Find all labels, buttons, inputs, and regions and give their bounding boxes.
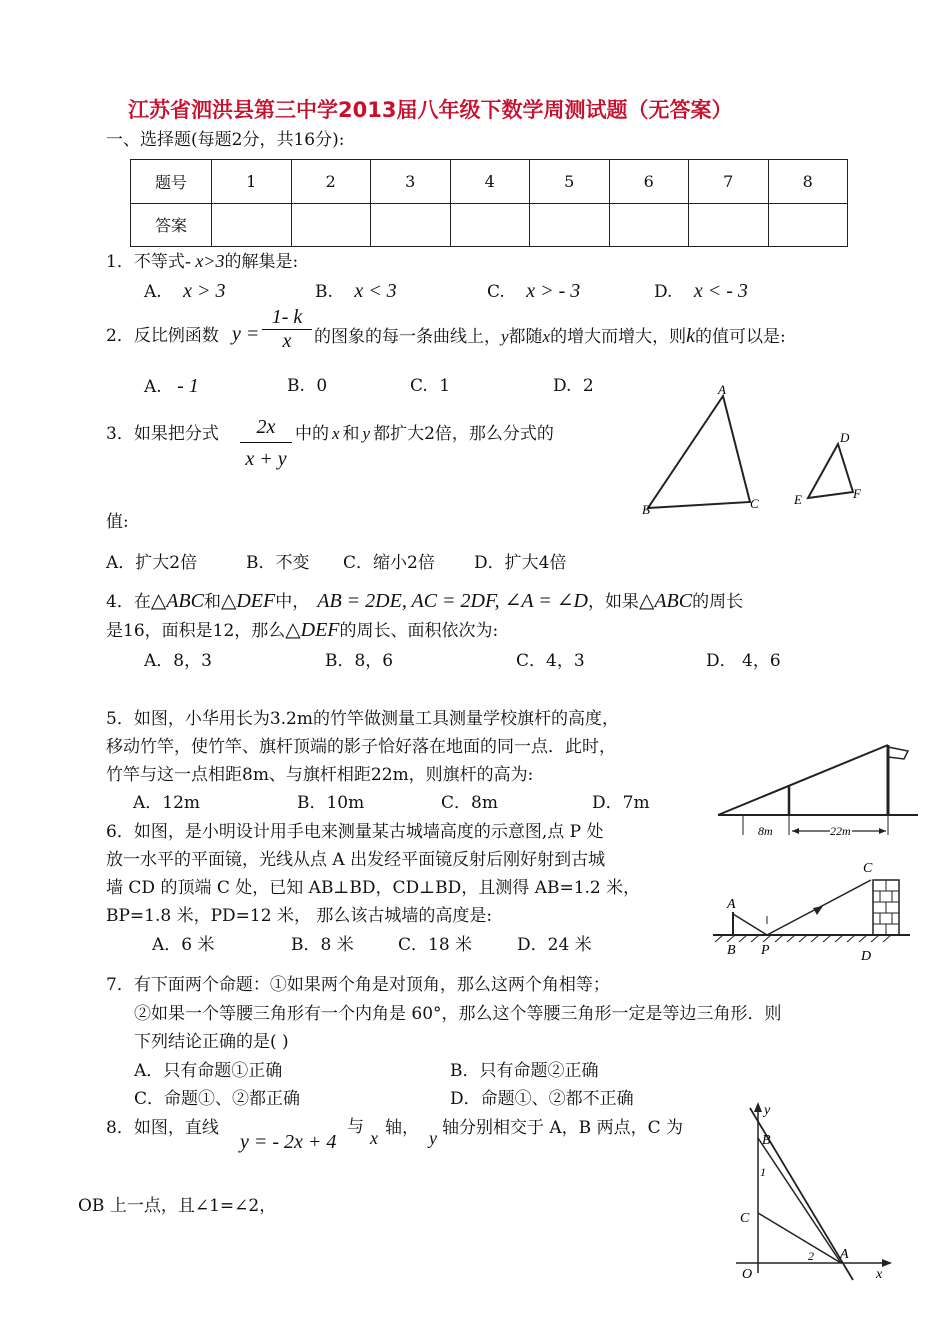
triangles-figure [620, 380, 880, 520]
segment-ba [758, 1138, 841, 1263]
q1-option-c[interactable]: C. x > - 3 [487, 280, 581, 302]
q2-y-eq: y = [232, 323, 260, 345]
q3-option-d[interactable]: D．扩大4倍 [474, 553, 567, 573]
q7-option-a[interactable]: A．只有命题①正确 [134, 1061, 283, 1081]
q2-option-a[interactable]: A. - 1 [144, 375, 199, 397]
q6-line2: 放一水平的平面镜，光线从点 A 出发经平面镜反射后刚好射到古城 [106, 850, 606, 870]
light-ray-in [733, 914, 767, 935]
city-wall-figure [705, 850, 920, 970]
q6-line4: BP=1.8 米，PD=12 米， 那么该古城墙的高度是: [106, 906, 493, 926]
q4-option-d[interactable]: D． 4，6 [706, 651, 781, 671]
table-cell: 5 [530, 160, 610, 204]
q2-option-b[interactable]: B. 0 [287, 376, 328, 396]
table-cell: 6 [609, 160, 689, 204]
q5-option-c[interactable]: C．8m [441, 793, 498, 813]
label-f: F [853, 486, 861, 501]
q8-axis: 轴， [385, 1118, 419, 1138]
q3-option-b[interactable]: B．不变 [246, 553, 310, 573]
coordinate-figure [728, 1098, 903, 1288]
table-cell: 答案 [131, 203, 212, 247]
q5-line2: 移动竹竿，使竹竿、旗杆顶端的影子恰好落在地面的同一点．此时， [106, 737, 616, 757]
label-a: A [840, 1247, 849, 1262]
q5-option-a[interactable]: A．12m [133, 793, 201, 813]
q8-tail: 轴分别相交于 A，B 两点，C 为 [442, 1118, 683, 1138]
q8-line2: OB 上一点，且∠1=∠2， [78, 1196, 277, 1216]
label-o: O [742, 1267, 753, 1282]
label-c: C [740, 1211, 750, 1226]
label-angle-2: 2 [808, 1249, 814, 1263]
label-b: B [642, 502, 650, 517]
q1-option-a[interactable]: A. x > 3 [144, 280, 226, 302]
q6-option-c[interactable]: C．18 米 [398, 935, 473, 955]
q8-and: 与 [347, 1117, 364, 1137]
q8-stem: 8．如图，直线 [106, 1118, 219, 1138]
table-row [131, 203, 848, 247]
table-row [131, 160, 848, 204]
q3-stem: 3．如果把分式 [106, 424, 219, 444]
label-a: A [727, 897, 736, 912]
table-cell: 2 [291, 160, 371, 204]
q5-option-b[interactable]: B．10m [297, 793, 365, 813]
label-a: A [718, 382, 726, 397]
q7-line3: 下列结论正确的是( ) [134, 1032, 289, 1052]
q7-option-b[interactable]: B．只有命题②正确 [450, 1061, 599, 1081]
q2-stem: 2．反比例函数 [106, 326, 219, 346]
label-8m: 8m [758, 824, 773, 838]
q6-option-d[interactable]: D．24 米 [517, 935, 592, 955]
q2-option-d[interactable]: D. 2 [553, 376, 594, 396]
answer-cell[interactable] [689, 203, 769, 247]
page-title: 江苏省泗洪县第三中学2013届八年级下数学周测试题（无答案） [128, 98, 733, 122]
q4-option-a[interactable]: A．8，3 [144, 651, 212, 671]
answer-cell[interactable] [530, 203, 610, 247]
q5-option-d[interactable]: D．7m [592, 793, 650, 813]
answer-cell[interactable] [450, 203, 530, 247]
q8-line-equation: y = - 2x + 4 [240, 1131, 337, 1153]
numerator: 2x [256, 416, 276, 438]
answer-table [130, 159, 848, 247]
q6-option-a[interactable]: A．6 米 [152, 935, 215, 955]
q4-option-b[interactable]: B．8，6 [325, 651, 394, 671]
q3-tail: 中的 x 和 y 都扩大2倍，那么分式的 [295, 424, 554, 444]
q7-option-c[interactable]: C．命题①、②都正确 [134, 1089, 301, 1109]
q7-line2: ②如果一个等腰三角形有一个内角是 60°，那么这个等腰三角形一定是等边三角形．则 [134, 1004, 782, 1024]
q6-option-b[interactable]: B．8 米 [291, 935, 354, 955]
q6-line1: 6．如图，是小明设计用手电来测量某古城墙高度的示意图,点 P 处 [106, 822, 604, 842]
table-cell: 题号 [131, 160, 212, 204]
q6-line3: 墙 CD 的顶端 C 处，已知 AB⊥BD，CD⊥BD，且测得 AB=1.2 米， [106, 878, 641, 898]
q4-option-c[interactable]: C．4，3 [516, 651, 585, 671]
q4-line2: 是16，面积是12，那么△DEF的周长、面积依次为: [106, 619, 499, 641]
q3-line2: 值: [106, 512, 129, 532]
answer-cell[interactable] [371, 203, 451, 247]
label-x: x [876, 1267, 883, 1282]
q2-fraction [262, 306, 312, 353]
table-cell: 8 [768, 160, 848, 204]
label-b: B [727, 943, 736, 958]
q2-option-c[interactable]: C. 1 [410, 376, 451, 396]
q3-option-a[interactable]: A．扩大2倍 [106, 553, 198, 573]
q2-tail: 的图象的每一条曲线上，y都随x的增大而增大，则k的值可以是: [314, 325, 786, 347]
answer-cell[interactable] [768, 203, 848, 247]
table-cell: 7 [689, 160, 769, 204]
label-e: E [794, 492, 802, 507]
q1-stem: 1．不等式- x>3的解集是: [106, 251, 299, 272]
flag-icon [888, 747, 908, 759]
q1-option-b[interactable]: B. x < 3 [315, 280, 397, 302]
q3-option-c[interactable]: C．缩小2倍 [343, 553, 435, 573]
answer-cell[interactable] [212, 203, 292, 247]
answer-cell[interactable] [291, 203, 371, 247]
triangle-abc [648, 396, 750, 508]
answer-cell[interactable] [609, 203, 689, 247]
q8-x: x [370, 1128, 378, 1148]
q7-option-d[interactable]: D．命题①、②都不正确 [450, 1089, 634, 1109]
label-d: D [861, 949, 872, 964]
section-heading: 一、选择题(每题2分，共16分): [106, 130, 345, 150]
triangle-def [808, 444, 853, 498]
flagpole-figure [700, 735, 930, 850]
q1-option-d[interactable]: D. x < - 3 [654, 280, 748, 302]
denominator: x + y [240, 442, 292, 471]
q7-line1: 7．有下面两个命题：①如果两个角是对顶角，那么这两个角相等； [106, 975, 610, 995]
q5-line3: 竹竿与这一点相距8m、与旗杆相距22m，则旗杆的高为: [106, 765, 534, 785]
table-cell: 4 [450, 160, 530, 204]
q8-y: y [429, 1128, 437, 1148]
numerator: 1- k [271, 306, 303, 328]
shadow-line [718, 745, 888, 815]
label-p: P [761, 943, 770, 958]
table-cell: 1 [212, 160, 292, 204]
label-angle-1: 1 [760, 1165, 766, 1179]
label-22m: 22m [830, 824, 851, 838]
denominator: x [262, 329, 312, 353]
q5-line1: 5．如图，小华用长为3.2m的竹竿做测量工具测量学校旗杆的高度， [106, 709, 619, 729]
label-c: C [750, 496, 759, 511]
q3-fraction [240, 416, 292, 471]
label-y: y [764, 1103, 771, 1118]
label-c: C [863, 861, 873, 876]
table-cell: 3 [371, 160, 451, 204]
label-b: B [762, 1133, 771, 1148]
label-d: D [840, 430, 850, 445]
q4-line1: 4．在△ABC和△DEF中， AB = 2DE, AC = 2DF, ∠A = ∠D，如果△ABC的周长 [106, 590, 744, 612]
